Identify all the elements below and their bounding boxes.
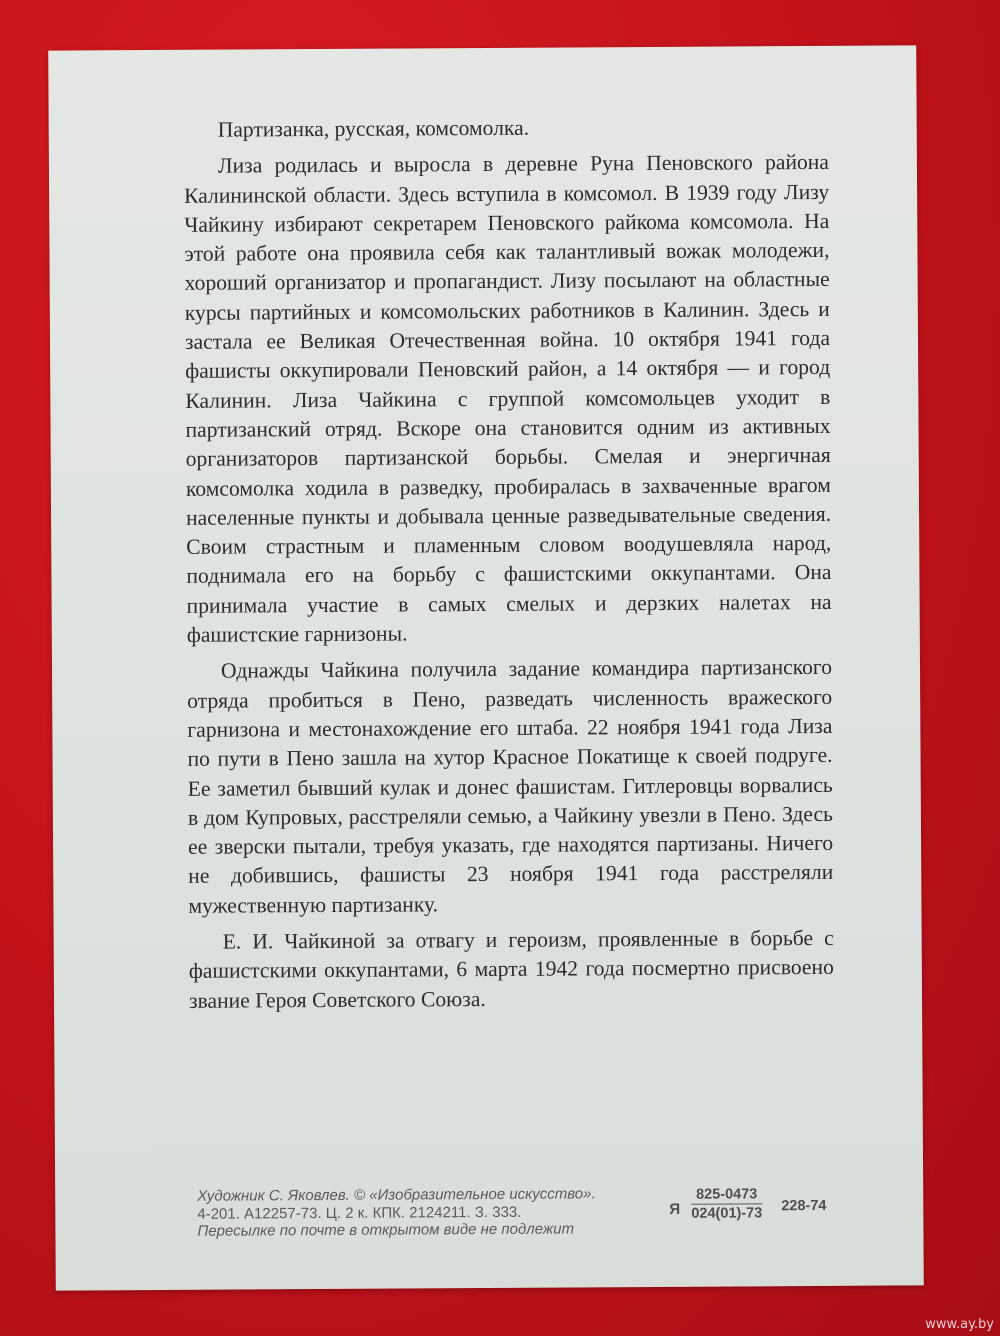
code-letter: Я: [669, 1200, 681, 1218]
biography-text: [184, 112, 834, 1016]
code-fraction: [691, 1186, 762, 1221]
paragraph-award: Е. И. Чайкиной за отвагу и героизм, проявленные в борьбе с фашистскими оккупантами, 6 марта 1942 года посмертно присвоено звание Героя Советского Союза.: [188, 925, 834, 1013]
code-numerator: 825-0473: [691, 1186, 762, 1204]
paragraph-capture: Однажды Чайкина получила задание командира партизанского отряда пробиться в Пено, разведать численность вражеского гарнизона и местонахождение его штаба. 22 ноября 1941 года Лиза по пути в Пено зашла на хутор Красное Покатище к своей подруге. Ее заметил бывший кулак и донес фашистам. Гитлеровцы ворвались в дом Купровых, расстреляли семью, а Чайкину увезли в Пено. Здесь ее зверски пытали, требуя указать, где находятся партизаны. Ничего не добившись, фашисты 23 ноября 1941 года расстреляли мужественную партизанку.: [187, 655, 834, 918]
paragraph-biography: Лиза родилась и выросла в деревне Руна Пеновского района Калининской области. Здесь вступила в комсомол. В 1939 году Лизу Чайкину избирают секретарем Пеновского райкома комсомола. На этой работе она проявила себя как талантливый вожак молодежи, хороший организатор и пропагандист. Лизу посылают на областные курсы партийных и комсомольских работников в Калинин. Здесь и застала ее Великая Отечественная война. 10 октября 1941 года фашисты оккупировали Пеновский район, а 14 октября — и город Калинин. Лиза Чайкина с группой комсомольцев уходит в партизанский отряд. Вскоре она становится одним из активных организаторов партизанской борьбы. Смелая и энергичная комсомолка ходила в разведку, пробиралась в захваченные врагом населенные пункты и добывала ценные разведывательные сведения. Своим страстным и пламенным словом воодушевляла народ, поднимала его на борьбу с фашистскими оккупантами. Она принимала участие в самых смелых и дерзких налетах на фашистские гарнизоны.: [184, 150, 832, 647]
code-denominator: 024(01)-73: [691, 1205, 763, 1222]
site-watermark: www.ay.by: [925, 1317, 994, 1332]
imprint-codes-line: 4-201. А12257-73. Ц. 2 к. КПК. 2124211. З. 333.: [197, 1203, 522, 1223]
imprint-mail-notice: Пересылке по почте в открытом виде не подлежит: [197, 1220, 575, 1240]
paragraph-intro: Партизанка, русская, комсомолка.: [217, 115, 530, 142]
imprint-artist-line: Художник С. Яковлев. © «Изобразительное искусство».: [197, 1185, 596, 1205]
postcard-back: [48, 45, 924, 1290]
code-tail: 228-74: [781, 1197, 827, 1215]
